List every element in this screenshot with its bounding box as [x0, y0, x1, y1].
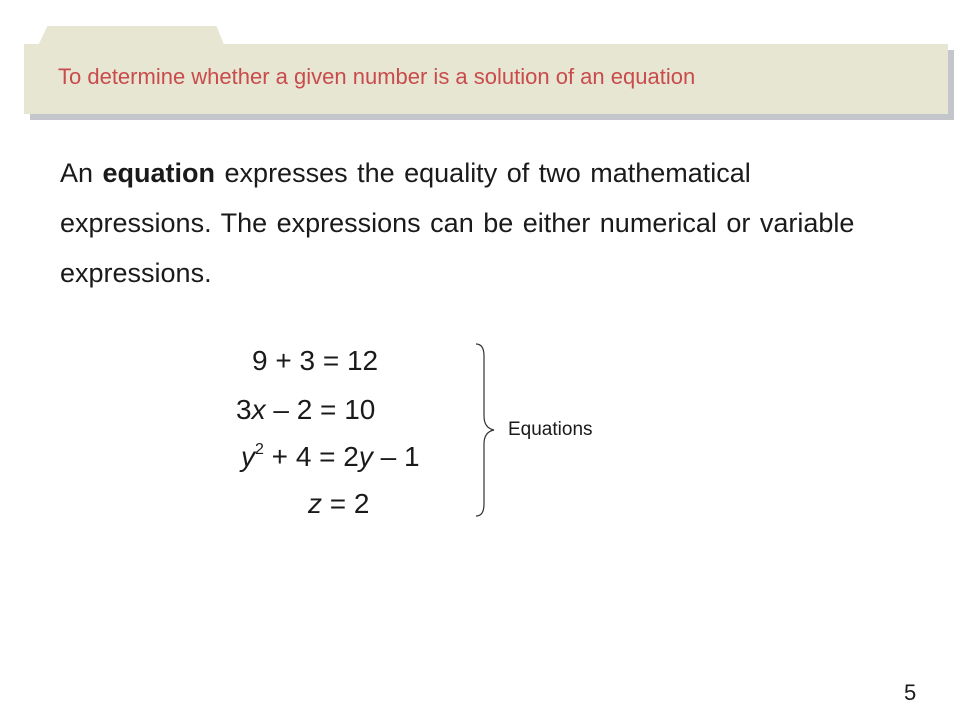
intro-suffix: expresses the equality of two mathematical expressions. The expressions can be either numerical or variable expressions.: [60, 158, 855, 288]
intro-prefix: An: [60, 158, 103, 188]
equations-label: Equations: [508, 419, 593, 440]
definition-paragraph: [60, 148, 880, 298]
eq3-middle: + 4 = 2: [263, 441, 359, 472]
eq2-coefficient: 3: [236, 394, 252, 425]
eq4-rest: = 2: [322, 488, 370, 519]
eq2-rest: – 2 = 10: [265, 394, 376, 425]
eq3-exponent: 2: [255, 441, 264, 458]
eq3-variable: y: [241, 441, 255, 472]
slide-title: To determine whether a given number is a solution of an equation: [58, 64, 696, 89]
eq2-variable: x: [251, 394, 266, 425]
equation-linear: [236, 394, 375, 426]
page-number: 5: [904, 680, 917, 705]
eq3-end: – 1: [372, 441, 420, 472]
eq4-variable: z: [308, 488, 322, 519]
equation-numeric: 9 + 3 = 12: [252, 345, 379, 376]
right-brace: [462, 340, 502, 520]
equation-term: equation: [102, 158, 216, 188]
equation-simple: [308, 488, 369, 520]
eq3-variable-2: y: [358, 441, 373, 472]
equation-quadratic: [241, 441, 420, 473]
